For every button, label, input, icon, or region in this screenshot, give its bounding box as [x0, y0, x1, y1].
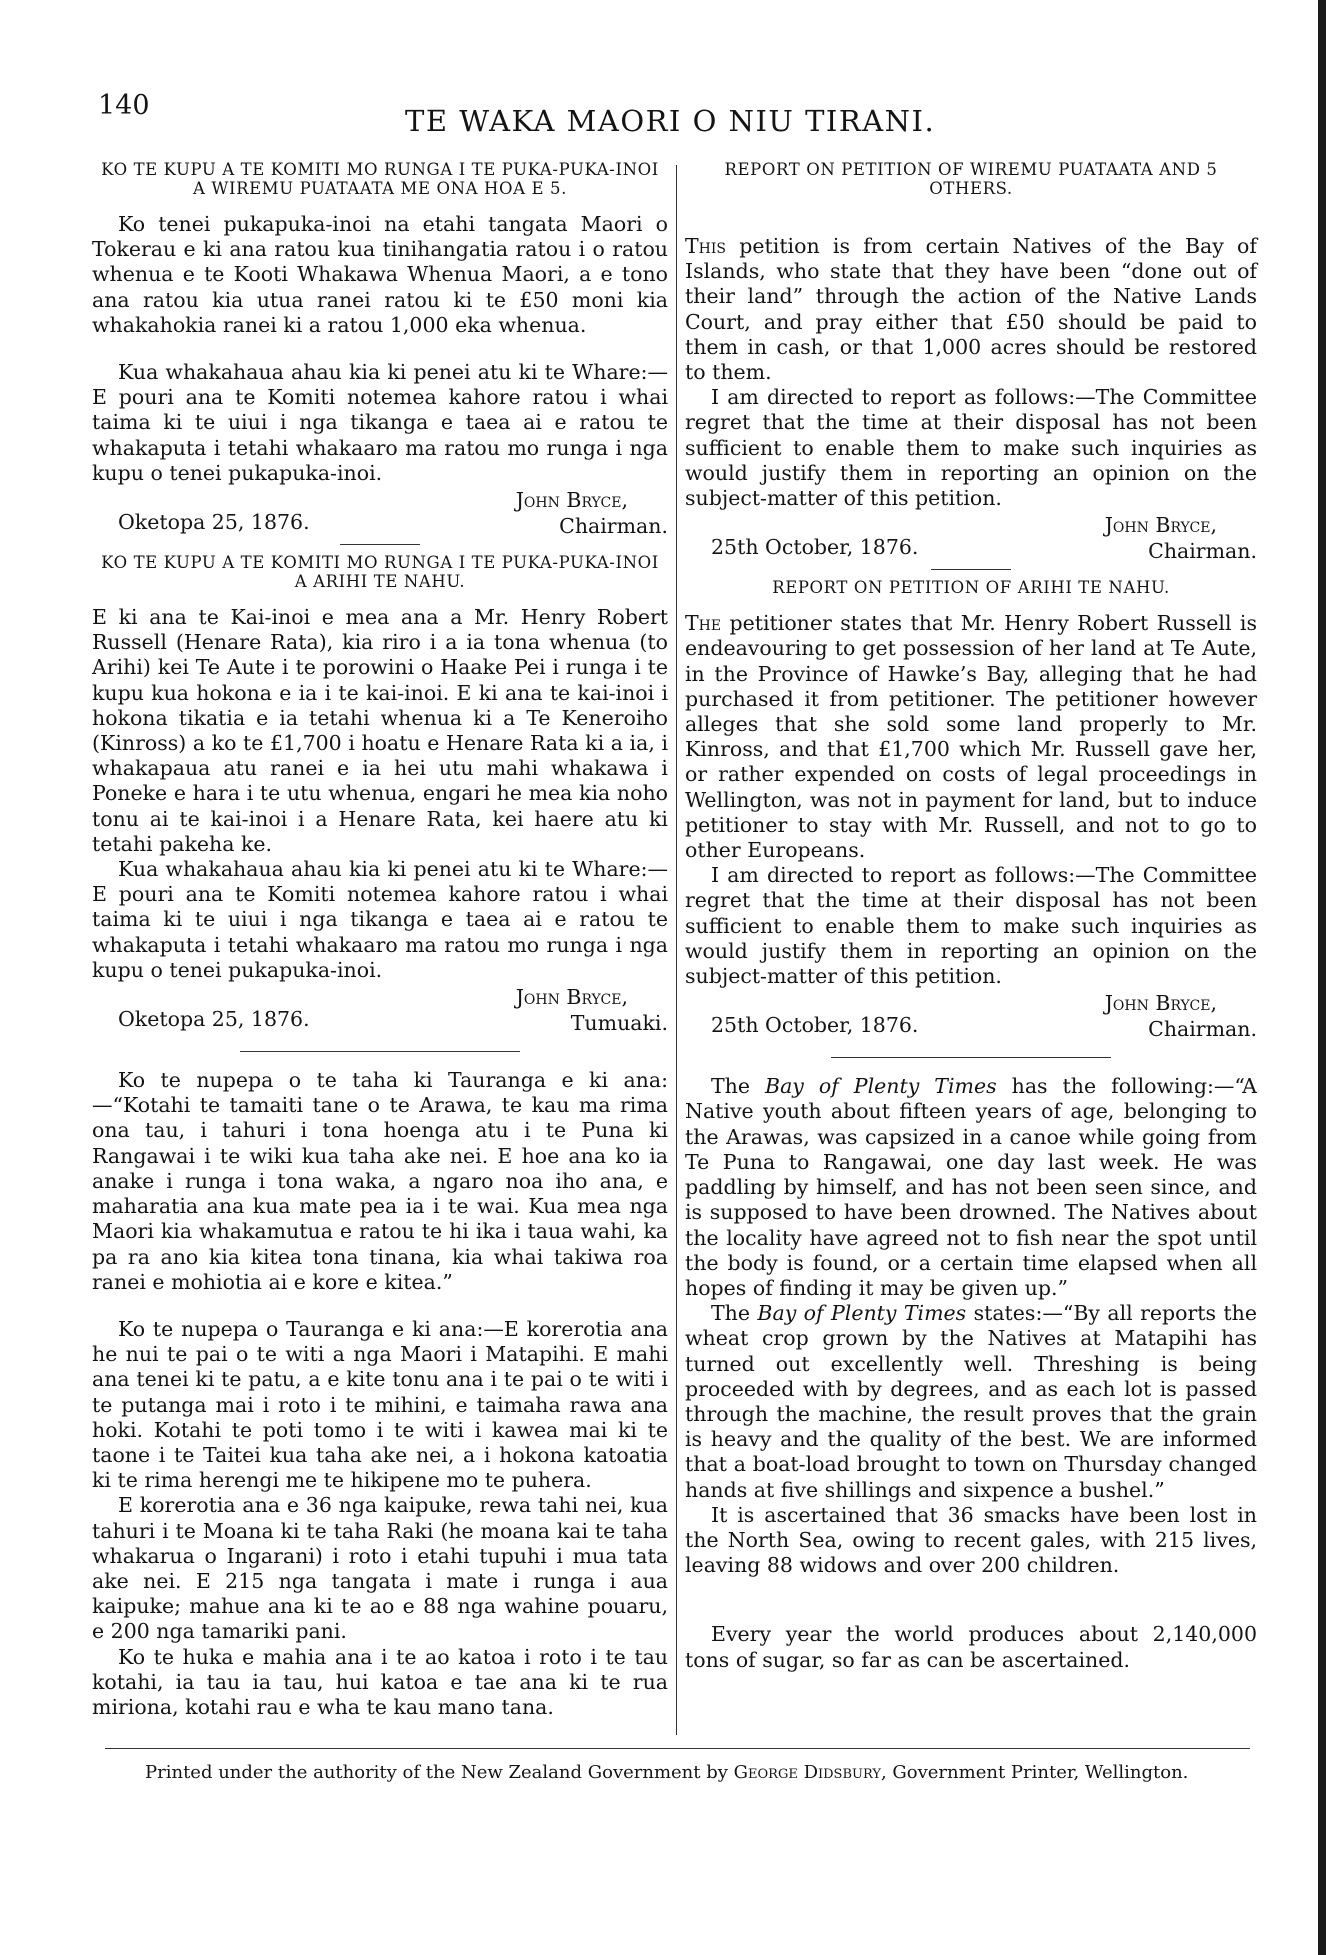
article-paragraph: Kua whakahaua ahau kia ki penei atu ki te Whare:—E pouri ana te Komiti notemea kahore ratou i whai taima ki te uiui i nga tikanga e taea ai e ratou te whakaputa i tetahi whakaaro ma ratou mo runga i nga kupu o tenei pukapuka-inoi. [92, 857, 668, 982]
separator-rule [340, 544, 420, 545]
paragraph-text: petitioner states that Mr. Henry Robert Russell is endeavouring to get possession of her land at Te Aute, in the Province of Hawke’s Bay, alleging that he had purchased it from petitioner. The petitioner however alleges that she sold some land properly to Mr. Kinross, and that £1,700 which Mr. Russell gave her, or rather expended on costs of legal proceedings in Wellington, was not in payment for land, but to induce petitioner to stay with Mr. Russell, and not to go to other Europeans. [685, 611, 1257, 863]
article-paragraph: E ki ana te Kai-inoi e mea ana a Mr. Henry Robert Russell (Henare Rata), kia riro i a ia tona whenua (to Arihi) kei Te Aute i te porowini o Haake Pei i runga i te kupu kua hokona e ia i te kai-inoi. E ki ana te kai-inoi i hokona tikatia e ia tetahi whenua ki a Te Keneroiho (Kinross) a ko te £1,700 i hoatu e Henare Rata ki a ia, i whakapaua atu ranei e ia hei utu mahi whakawa i Poneke e hara i te utu whenua, engari he mea kia noho tonu ai te kai-inoi i a Henare Rata, kei haere atu ki tetahi pakeha ke. [92, 605, 668, 856]
article-heading: REPORT ON PETITION OF ARIHI TE NAHU. [772, 578, 1170, 598]
separator-rule [240, 1051, 520, 1052]
signature-name: John Bryce, [515, 985, 628, 1010]
paragraph-text: has the following:—“A Native youth about fifteen years of age, belonging to the Arawas, was capsized in a canoe while going from Te Puna to Rangawai, one day last week. He was paddling by himself, and has not been seen since, and is supposed to have been drowned. The Natives about the locality have agreed not to fish near the spot until the body is found, or a certain time elapsed when all hopes of finding it may be given up.” [685, 1074, 1257, 1300]
signature-block [92, 985, 668, 1037]
imprint-text: Printed under the authority of the New Zealand Government by [145, 1762, 728, 1783]
newspaper-title: Bay of Plenty Times [765, 1074, 997, 1099]
article-paragraph: Ko te huka e mahia ana i te ao katoa i roto i te tau kotahi, ia tau ia tau, hui katoa e tae ana ki te rua miriona, kotahi rau e wha te kau mano tana. [92, 1644, 668, 1719]
article-paragraph: It is ascertained that 36 smacks have been lost in the North Sea, owing to recent gales, with 215 lives, leaving 88 widows and over 200 children. [685, 1502, 1257, 1578]
lead-word: The [685, 611, 722, 636]
signature-block [685, 991, 1257, 1043]
signature-title: Chairman. [559, 514, 668, 539]
article-paragraph [685, 1301, 1257, 1503]
separator-rule [831, 1057, 1111, 1058]
signature-date: Oketopa 25, 1876. [118, 510, 310, 535]
article-heading: REPORT ON PETITION OF WIREMU PUATAATA AND 5 OTHERS. [724, 160, 1218, 198]
paragraph-text: The [711, 1074, 751, 1099]
article-paragraph: Ko te nupepa o Tauranga e ki ana:—E korerotia ana he nui te pai o te witi a nga Maori i Matapihi. E mahi ana tenei ki te patu, a e kite tonu ana i te pai o te witi i te putanga mai i roto i te mihini, e taimaha rawa ana hoki. Kotahi te poti tomo i te witi i kawea mai ki te taone i te Taitei kua taha ake nei, a i hokona katoatia ki te rima herengi me te hikipene mo te puhera. [92, 1316, 668, 1493]
article-paragraph [685, 611, 1257, 863]
article-paragraph: Ko te nupepa o te taha ki Tauranga e ki ana:—“Kotahi te tamaiti tane o te Arawa, te kau ma rima ona tau, i tahuri i tona hoenga atu i te Puna ki Rangawai i te wiki kua taha ake nei. E hoe ana ko ia anake i runga i tona waka, a ngaro noa iho ana, e maharatia ana kua mate pea ia i te wai. Kua mea nga Maori kia whakamutua e ratou te hi ika i taua wahi, ka pa ra ano kia kitea tona tinana, kia whai takiwa roa ranei e mohiotia ai e kore e kitea.” [92, 1068, 668, 1294]
article-paragraph [685, 234, 1257, 385]
left-column [92, 160, 668, 1720]
page-number: 140 [98, 90, 150, 121]
signature-date: 25th October, 1876. [711, 535, 919, 560]
signature-title: Chairman. [1148, 1017, 1257, 1042]
signature-title: Chairman. [1148, 539, 1257, 564]
footer-rule [105, 1748, 1250, 1749]
imprint-text: , Government Printer, Wellington. [880, 1762, 1189, 1783]
article-paragraph [685, 1074, 1257, 1301]
article-paragraph: I am directed to report as follows:—The Committee regret that the time at their disposal has not been sufficient to enable them to make such inquiries as would justify them in reporting an opinion on the subject-matter of this petition. [685, 385, 1257, 511]
signature-date: 25th October, 1876. [711, 1013, 919, 1038]
separator-rule [931, 569, 1011, 570]
column-divider [676, 165, 677, 1735]
printer-imprint [145, 1762, 1188, 1783]
article-heading: KO TE KUPU A TE KOMITI MO RUNGA I TE PUKA-PUKA-INOI A WIREMU PUATAATA ME ONA HOA E 5. [101, 160, 659, 198]
article-paragraph: Kua whakahaua ahau kia ki penei atu ki te Whare:—E pouri ana te Komiti notemea kahore ratou i whai taima ki te uiui i nga tikanga e taea ai e ratou te whakaputa i tetahi whakaaro ma ratou mo runga i nga kupu o tenei pukapuka-inoi. [92, 360, 668, 485]
printer-name: George Didsbury [733, 1762, 881, 1783]
running-head: TE WAKA MAORI O NIU TIRANI. [405, 104, 936, 138]
signature-block [92, 488, 668, 540]
article-paragraph: I am directed to report as follows:—The Committee regret that the time at their disposal has not been sufficient to enable them to make such inquiries as would justify them in reporting an opinion on the subject-matter of this petition. [685, 863, 1257, 989]
right-column [685, 160, 1257, 1673]
signature-date: Oketopa 25, 1876. [118, 1007, 310, 1032]
page-edge [1318, 0, 1326, 1955]
signature-title: Tumuaki. [570, 1011, 668, 1036]
paragraph-text: petition is from certain Natives of the Bay of Islands, who state that they have been “done out of their land” through the action of the Native Lands Court, and pray either that £50 should be paid to them in cash, or that 1,000 acres should be restored to them. [685, 234, 1257, 385]
signature-block [685, 513, 1257, 565]
signature-name: John Bryce, [1104, 513, 1217, 538]
article-paragraph: Ko tenei pukapuka-inoi na etahi tangata Maori o Tokerau e ki ana ratou kua tinihangatia ratou i o ratou whenua e te Kooti Whakawa Whenua Maori, a e tono ana ratou kia utua ranei ratou ki te £50 moni kia whakahokia ranei ki a ratou 1,000 eka whenua. [92, 212, 668, 337]
signature-name: John Bryce, [1104, 991, 1217, 1016]
article-paragraph: Every year the world produces about 2,140,000 tons of sugar, so far as can be ascertained. [685, 1622, 1257, 1672]
article-heading: KO TE KUPU A TE KOMITI MO RUNGA I TE PUKA-PUKA-INOI A ARIHI TE NAHU. [101, 553, 659, 592]
paragraph-text: The [711, 1301, 751, 1326]
article-paragraph: E korerotia ana e 36 nga kaipuke, rewa tahi nei, kua tahuri i te Moana ki te taha Raki (he moana kai te taha whakarua o Ingarani) i roto i etahi tupuhi i mua tata ake nei. E 215 nga tangata i mate i runga i aua kaipuke; mahue ana ki te ao e 88 nga wahine pouaru, e 200 nga tamariki pani. [92, 1493, 668, 1644]
lead-word: This [685, 234, 727, 258]
signature-name: John Bryce, [515, 488, 628, 513]
paragraph-text: states:—“By all reports the wheat crop grown by the Natives at Matapihi has turned out excellently well. Threshing is being proceeded with by degrees, and as each lot is passed through the machine, the result proves that the grain is heavy and the quality of the best. We are informed that a boat-load brought to town on Thursday changed hands at five shillings and sixpence a bushel.” [685, 1301, 1257, 1502]
newspaper-title: Bay of Plenty Times [757, 1301, 967, 1326]
